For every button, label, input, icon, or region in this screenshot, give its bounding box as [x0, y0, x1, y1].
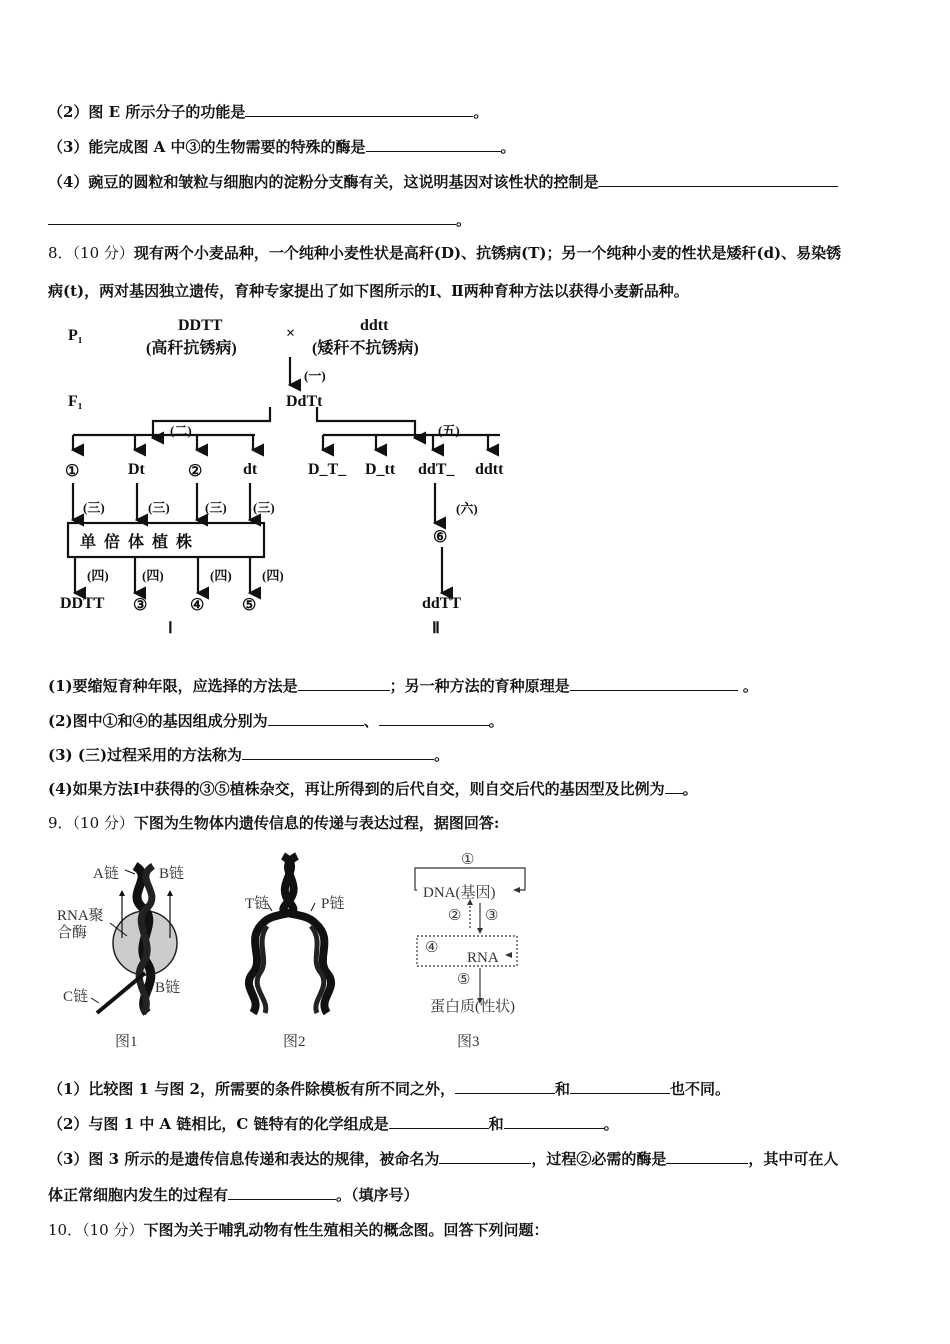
answer-blank[interactable]: [48, 210, 456, 225]
step4-label: (四): [142, 568, 164, 583]
q7-part2-suffix: 。: [473, 103, 489, 121]
q9-part1-suffix: 也不同。: [670, 1080, 731, 1098]
q8-part1-mid: ；另一种方法的育种原理是: [389, 677, 570, 695]
step2-label: (二): [170, 423, 192, 438]
label-process-3: ③: [485, 908, 499, 924]
step4-label: (四): [262, 568, 284, 583]
step3-label: (三): [83, 500, 105, 515]
question-number: 10．: [48, 1221, 83, 1239]
q9-part3-mid: ，过程②必需的酶是: [531, 1150, 667, 1168]
q8-stem-text: 现有两个小麦品种，一个纯种小麦性状是高秆(D)、抗锈病(T)；另一个纯种小麦的性状是矮秆(d)、易染锈: [133, 244, 842, 262]
q8-stem-line2: [48, 281, 689, 301]
q9-stem-text: 下图为生物体内遗传信息的传递与表达过程，据图回答:: [133, 814, 500, 832]
q7-part4: [48, 172, 838, 192]
step6-label: (六): [456, 501, 478, 516]
label-p-chain: P链: [321, 896, 345, 912]
answer-blank[interactable]: [504, 1114, 604, 1129]
q7-part4-text: （4）豌豆的圆粒和皱粒与细胞内的淀粉分支酶有关，这说明基因对该性状的控制是: [48, 173, 599, 191]
result-4: ④: [190, 597, 205, 614]
q9-part1: [48, 1079, 730, 1099]
question-score: （10 分）: [82, 1221, 144, 1239]
answer-blank[interactable]: [439, 1149, 531, 1164]
q8-part4-text: (4)如果方法Ⅰ中获得的③⑤植株杂交，再让所得到的后代自交，则自交后代的基因型及比例为: [48, 780, 665, 798]
q7-part4-suffix: 。: [456, 211, 472, 229]
answer-blank[interactable]: [228, 1185, 336, 1200]
q8-part1-suffix: 。: [737, 677, 758, 695]
p1-label: P₁: [68, 327, 83, 344]
q7-part4-cont: [48, 210, 471, 230]
q7-part3: [48, 137, 516, 157]
answer-blank[interactable]: [298, 676, 390, 691]
question-number: 9．: [48, 814, 73, 832]
method-1-label: Ⅰ: [168, 620, 173, 637]
label-rna-polymerase: RNA聚: [57, 908, 104, 924]
step3-label: (三): [205, 500, 227, 515]
figure-3-caption: 图3: [457, 1034, 480, 1050]
figure-3-central-dogma: [405, 848, 540, 1048]
q9-part2-mid: 和: [488, 1115, 504, 1133]
answer-blank[interactable]: [268, 711, 364, 726]
step5-label: (五): [438, 423, 460, 438]
q9-part2-suffix: 。: [603, 1115, 619, 1133]
f1-label: F₁: [68, 393, 83, 410]
figure-1-transcription: [55, 848, 205, 1048]
label-protein-trait: 蛋白质(性状): [430, 999, 515, 1015]
step3-label: (三): [148, 500, 170, 515]
cross-symbol: ×: [286, 325, 296, 342]
q9-part1-text: （1）比较图 1 与图 2，所需要的条件除模板有所不同之外，: [48, 1080, 455, 1098]
parent1-trait: (高秆抗锈病): [146, 340, 237, 357]
answer-blank[interactable]: [455, 1079, 555, 1094]
label-process-2: ②: [448, 908, 462, 924]
intermediate-6: ⑥: [433, 529, 448, 546]
offspring-D_tt: D_tt: [365, 461, 396, 478]
answer-blank[interactable]: [598, 172, 838, 187]
q8-part1-text: (1)要缩短育种年限，应选择的方法是: [48, 677, 298, 695]
breeding-diagram: [60, 315, 520, 645]
gamete-Dt: Dt: [128, 461, 145, 478]
label-c-chain: C链: [63, 989, 89, 1005]
q9-part3-suffix: ，其中可在人: [748, 1150, 839, 1168]
figure-2-caption: 图2: [283, 1034, 306, 1050]
q9-part3-text: （3）图 3 所示的是遗传信息传递和表达的规律，被命名为: [48, 1150, 440, 1168]
parent2-trait: (矮秆不抗锈病): [312, 340, 419, 357]
q8-part1: [48, 676, 758, 696]
q7-part3-suffix: 。: [500, 138, 516, 156]
label-b-chain-bottom: B链: [155, 980, 181, 996]
q8-part2-suffix: 。: [488, 712, 504, 730]
label-b-chain-top: B链: [159, 866, 185, 882]
answer-blank[interactable]: [389, 1114, 489, 1129]
figure-1-caption: 图1: [115, 1034, 138, 1050]
label-process-1: ①: [461, 852, 475, 868]
result-5: ⑤: [242, 597, 257, 614]
answer-blank[interactable]: [570, 1079, 670, 1094]
method-2-label: Ⅱ: [432, 620, 440, 637]
q9-part3: [48, 1149, 838, 1169]
step4-label: (四): [87, 568, 109, 583]
q9-part3-text-2: 体正常细胞内发生的过程有: [48, 1186, 229, 1204]
offspring-D_T_: D_T_: [308, 461, 347, 478]
label-process-4: ④: [425, 940, 439, 956]
label-dna-gene: DNA(基因): [423, 885, 496, 901]
answer-blank[interactable]: [366, 137, 501, 152]
step4-label: (四): [210, 568, 232, 583]
label-a-chain: A链: [93, 866, 119, 882]
q8-part2-text: (2)图中①和④的基因组成分别为: [48, 712, 268, 730]
offspring-ddtt: ddtt: [475, 461, 504, 478]
q8-part4: [48, 779, 698, 799]
q8-part3: [48, 745, 449, 765]
result-3: ③: [133, 597, 148, 614]
f1-genotype: DdTt: [286, 393, 323, 410]
gamete-2: ②: [188, 463, 203, 480]
q8-part2: [48, 711, 504, 731]
q9-part2-text: （2）与图 1 中 A 链相比，C 链特有的化学组成是: [48, 1115, 389, 1133]
parent2-genotype: ddtt: [360, 317, 389, 334]
result-DDTT: DDTT: [60, 595, 105, 612]
q9-part3-suffix: 。（填序号）: [336, 1186, 419, 1204]
step1-label: (一): [304, 368, 326, 383]
answer-blank[interactable]: [666, 1149, 748, 1164]
answer-blank[interactable]: [245, 102, 473, 117]
q7-part2-text: （2）图 E 所示分子的功能是: [48, 103, 246, 121]
q7-part2: [48, 102, 488, 122]
answer-blank[interactable]: [570, 676, 738, 691]
answer-blank[interactable]: [665, 779, 683, 794]
label-t-chain: T链: [245, 896, 270, 912]
q8-part2-mid: 、: [363, 712, 379, 730]
label-rna-polymerase-2: 合酶: [57, 925, 88, 941]
q9-part3-cont: [48, 1185, 419, 1205]
offspring-ddT_: ddT_: [418, 461, 455, 478]
gamete-dt: dt: [243, 461, 258, 478]
answer-blank[interactable]: [242, 745, 434, 760]
label-rna: RNA: [467, 950, 499, 966]
q8-stem-line1: [48, 243, 841, 263]
q7-part3-text: （3）能完成图 A 中③的生物需要的特殊的酶是: [48, 138, 366, 156]
haploid-plants-box: 单 倍 体 植 株: [80, 534, 195, 551]
q9-part2: [48, 1114, 619, 1134]
label-process-5: ⑤: [457, 972, 471, 988]
figure-2-replication: [225, 848, 365, 1048]
result-ddTT: ddTT: [422, 595, 462, 612]
q9-stem: [48, 813, 499, 833]
q8-part4-suffix: 。: [682, 780, 698, 798]
q8-part3-suffix: 。: [434, 746, 450, 764]
q10-stem-text: 下图为关于哺乳动物有性生殖相关的概念图。回答下列问题：: [143, 1221, 549, 1239]
q8-stem-text-2: 病(t)，两对基因独立遗传，育种专家提出了如下图所示的Ⅰ、Ⅱ两种育种方法以获得小麦新品种。: [48, 282, 689, 300]
answer-blank[interactable]: [379, 711, 489, 726]
q9-part1-mid: 和: [554, 1080, 570, 1098]
gamete-1: ①: [65, 463, 80, 480]
step3-label: (三): [253, 500, 275, 515]
q10-stem: [48, 1220, 548, 1240]
question-score: （10 分）: [72, 814, 134, 832]
parent1-genotype: DDTT: [178, 317, 223, 334]
q8-part3-text: (3) (三)过程采用的方法称为: [48, 746, 243, 764]
dna-replication-illustration: [225, 848, 365, 1048]
question-number: 8．: [48, 244, 73, 262]
question-score: （10 分）: [72, 244, 134, 262]
